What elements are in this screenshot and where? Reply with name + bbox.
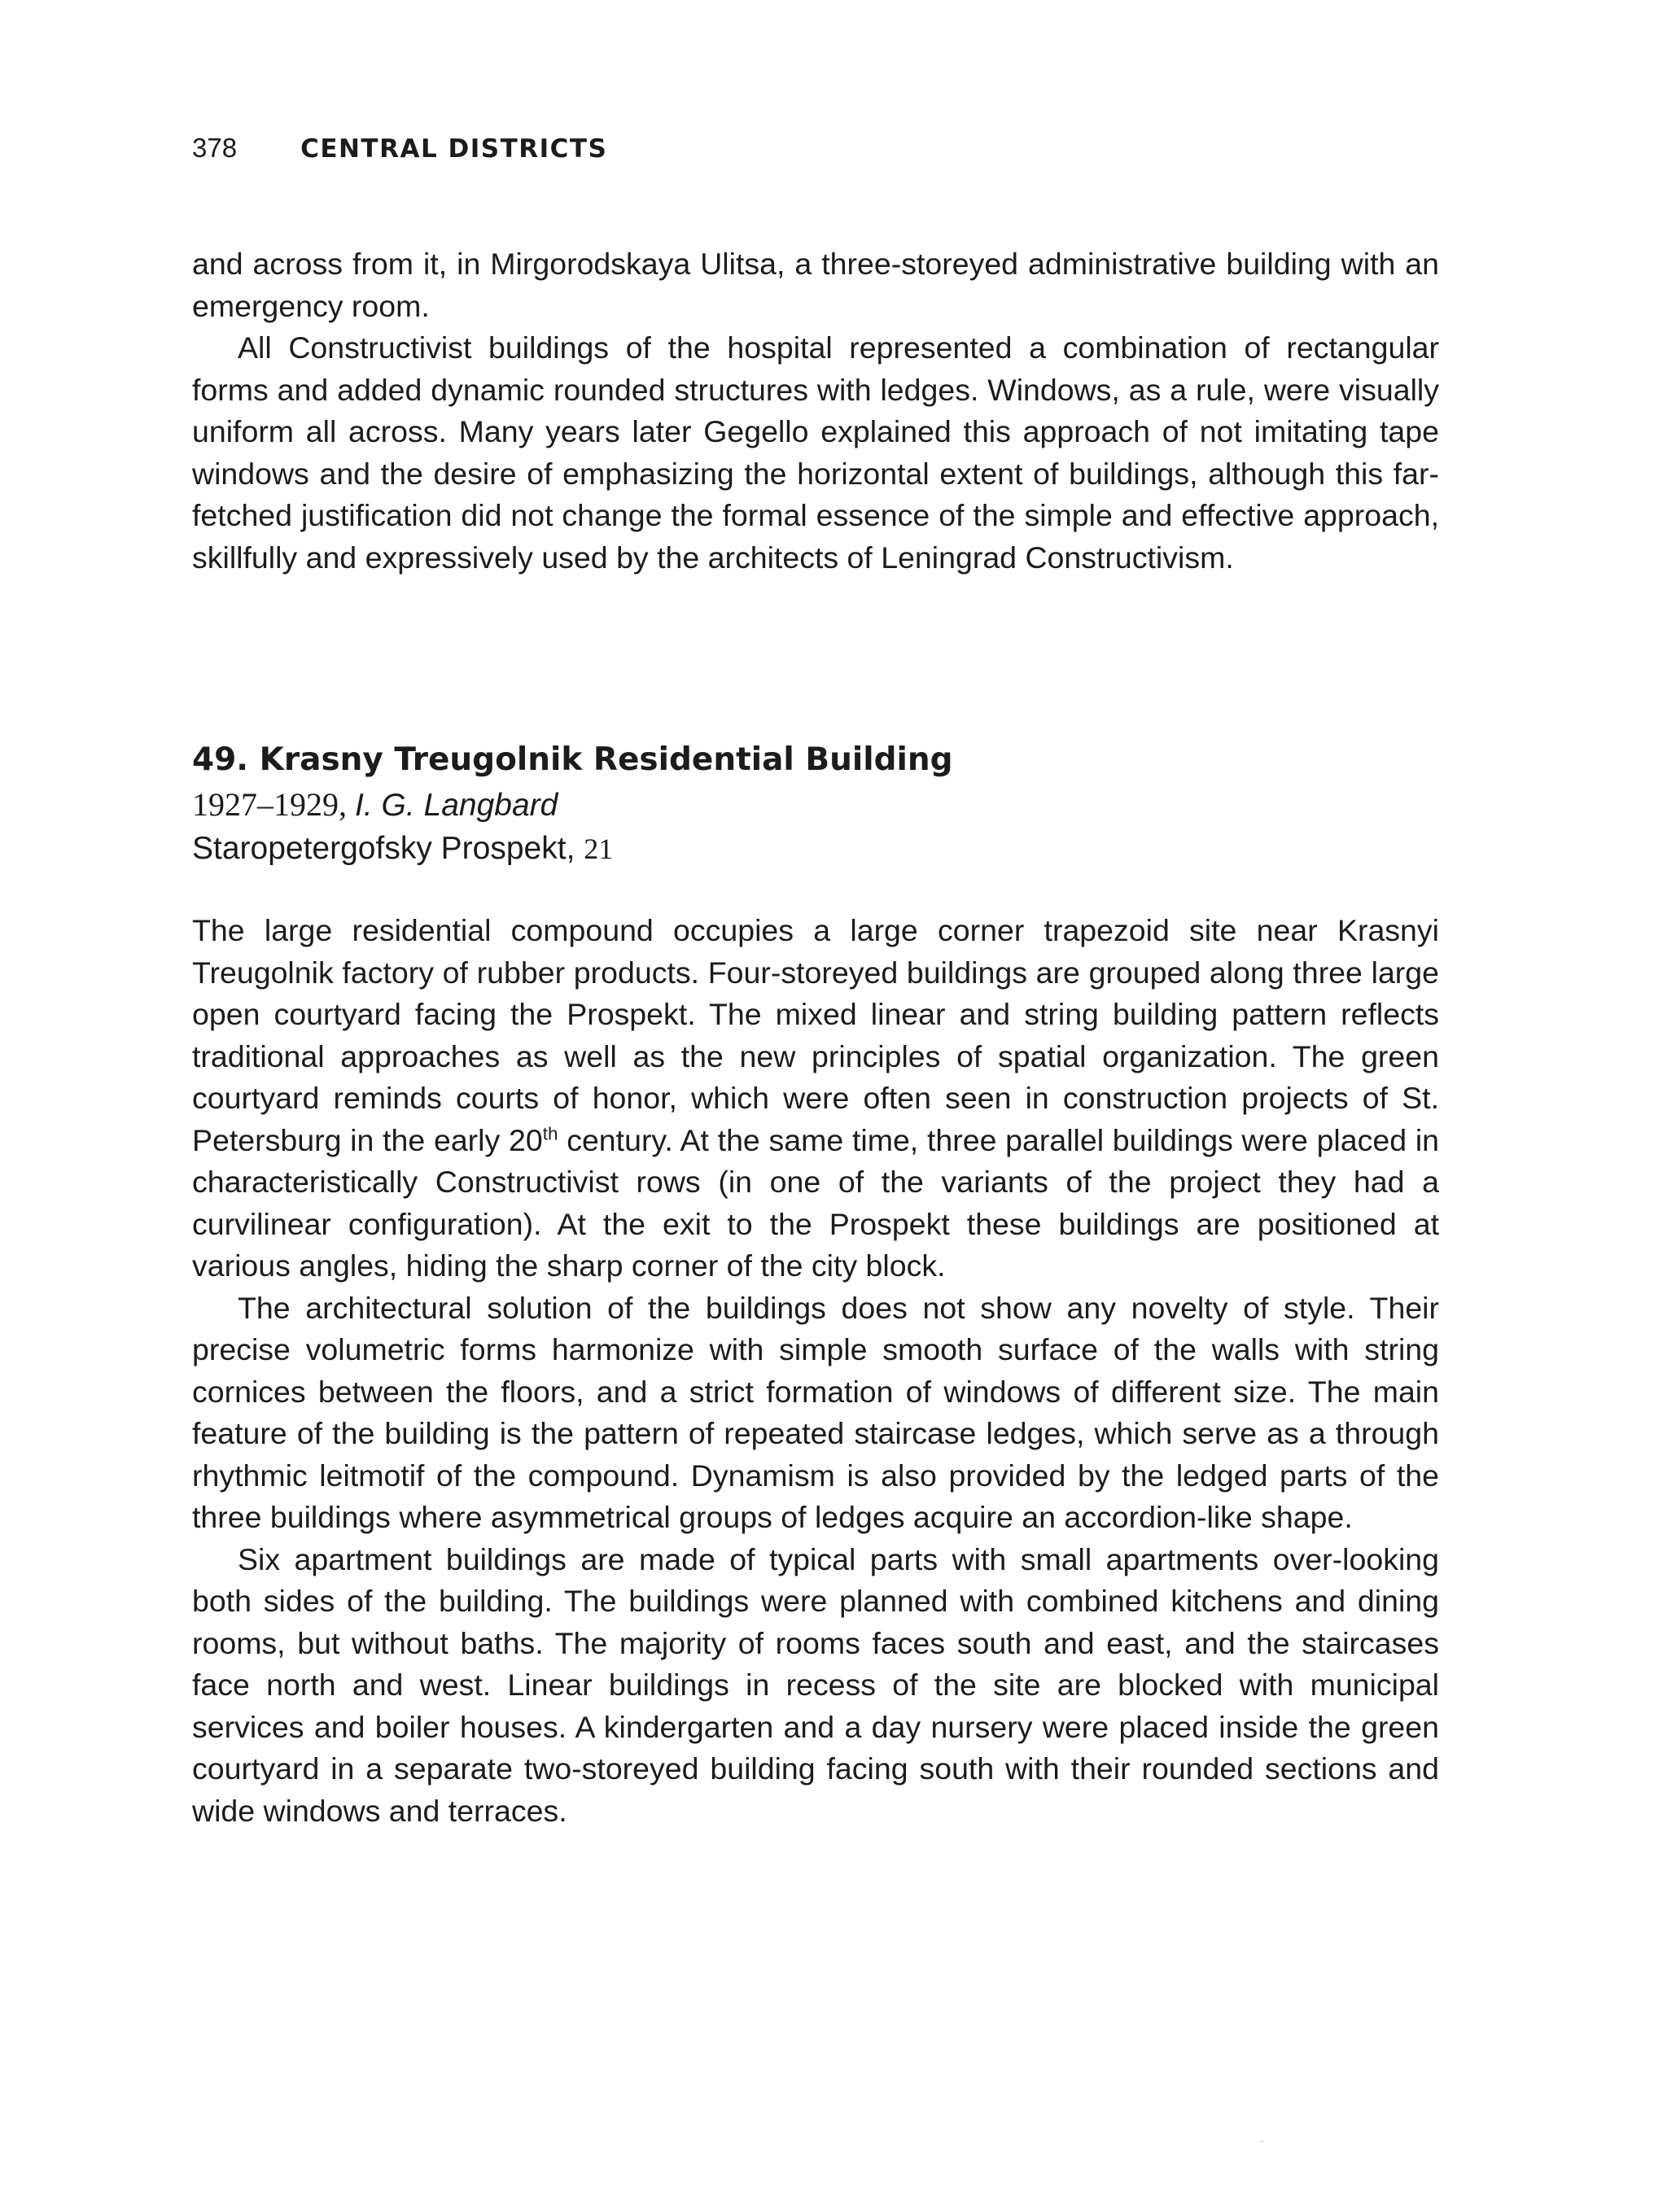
section-title: CENTRAL DISTRICTS — [300, 134, 608, 164]
ordinal-suffix: th — [542, 1123, 558, 1143]
page-number: 378 — [192, 133, 238, 163]
entry-years: 1927–1929, — [192, 786, 355, 823]
paragraph — [192, 910, 1439, 1287]
paragraph: The architectural solution of the buildings does not show any novelty of style. Their precise volumetric forms harmonize with simple smooth surface of the walls with string cornices between the floors, and a strict formation of windows of different size. The main feature of the building is the pattern of repeated staircase ledges, which serve as a through rhythmic leitmotif of the compound. Dynamism is also provided by the ledged parts of the three buildings where asymmetrical groups of ledges acquire an accordion-like shape. — [192, 1290, 1439, 1534]
entry-address-number: 21 — [584, 833, 614, 865]
intro-text — [192, 243, 1439, 579]
entry-address-street: Staropetergofsky Prospekt, — [192, 831, 584, 866]
entry-architect: I. G. Langbard — [355, 788, 558, 823]
entry-meta — [192, 783, 613, 871]
text-run: The large residential compound occupies a large corner trapezoid site near Krasnyi Treugolnik factory of rubber products. Four-storeyed buildings are grouped along three large open courtyard facing the Prospekt. The mixed linear and string building pattern reflects traditional approaches as well as the new principles of spatial organization. The green courtyard reminds courts of honor, which were often seen in construction projects of St. Petersburg in the early 20 — [192, 913, 1439, 1157]
text-run: century. At the same time, three parallel buildings were placed in characteristically Constructivist rows (in one of the variants of the project they had a curvilinear configuration). At the exit to the Prospekt these buildings are positioned at various angles, hiding the sharp corner of the city block. — [192, 1122, 1440, 1283]
entry-address — [192, 827, 613, 871]
scan-speck — [1260, 2140, 1263, 2143]
paragraph: and across from it, in Mirgorodskaya Ulitsa, a three-storeyed administrative building with an emergency room. — [192, 247, 1439, 323]
running-head — [192, 132, 607, 165]
entry-heading: 49. Krasny Treugolnik Residential Building — [192, 741, 953, 778]
entry-text — [192, 910, 1439, 1832]
paragraph: Six apartment buildings are made of typical parts with small apartments over-looking both sides of the building. The buildings were planned with combined kitchens and dining rooms, but without baths. The majority of rooms faces south and east, and the staircases face north and west. Linear buildings in recess of the site are blocked with municipal services and boiler houses. A kindergarten and a day nursery were placed inside the green courtyard in a separate two-storeyed building facing south with their rounded sections and wide windows and terraces. — [192, 1541, 1439, 1828]
entry-date-architect — [192, 783, 613, 827]
paragraph: All Constructivist buildings of the hospital represented a combination of rectangular forms and added dynamic rounded structures with ledges. Windows, as a rule, were visually uniform all across. Many years later Gegello explained this approach of not imitating tape windows and the desire of emphasizing the horizontal extent of buildings, although this far-fetched justification did not change the formal essence of the simple and effective approach, skillfully and expressively used by the architects of Leningrad Constructivism. — [192, 330, 1439, 575]
